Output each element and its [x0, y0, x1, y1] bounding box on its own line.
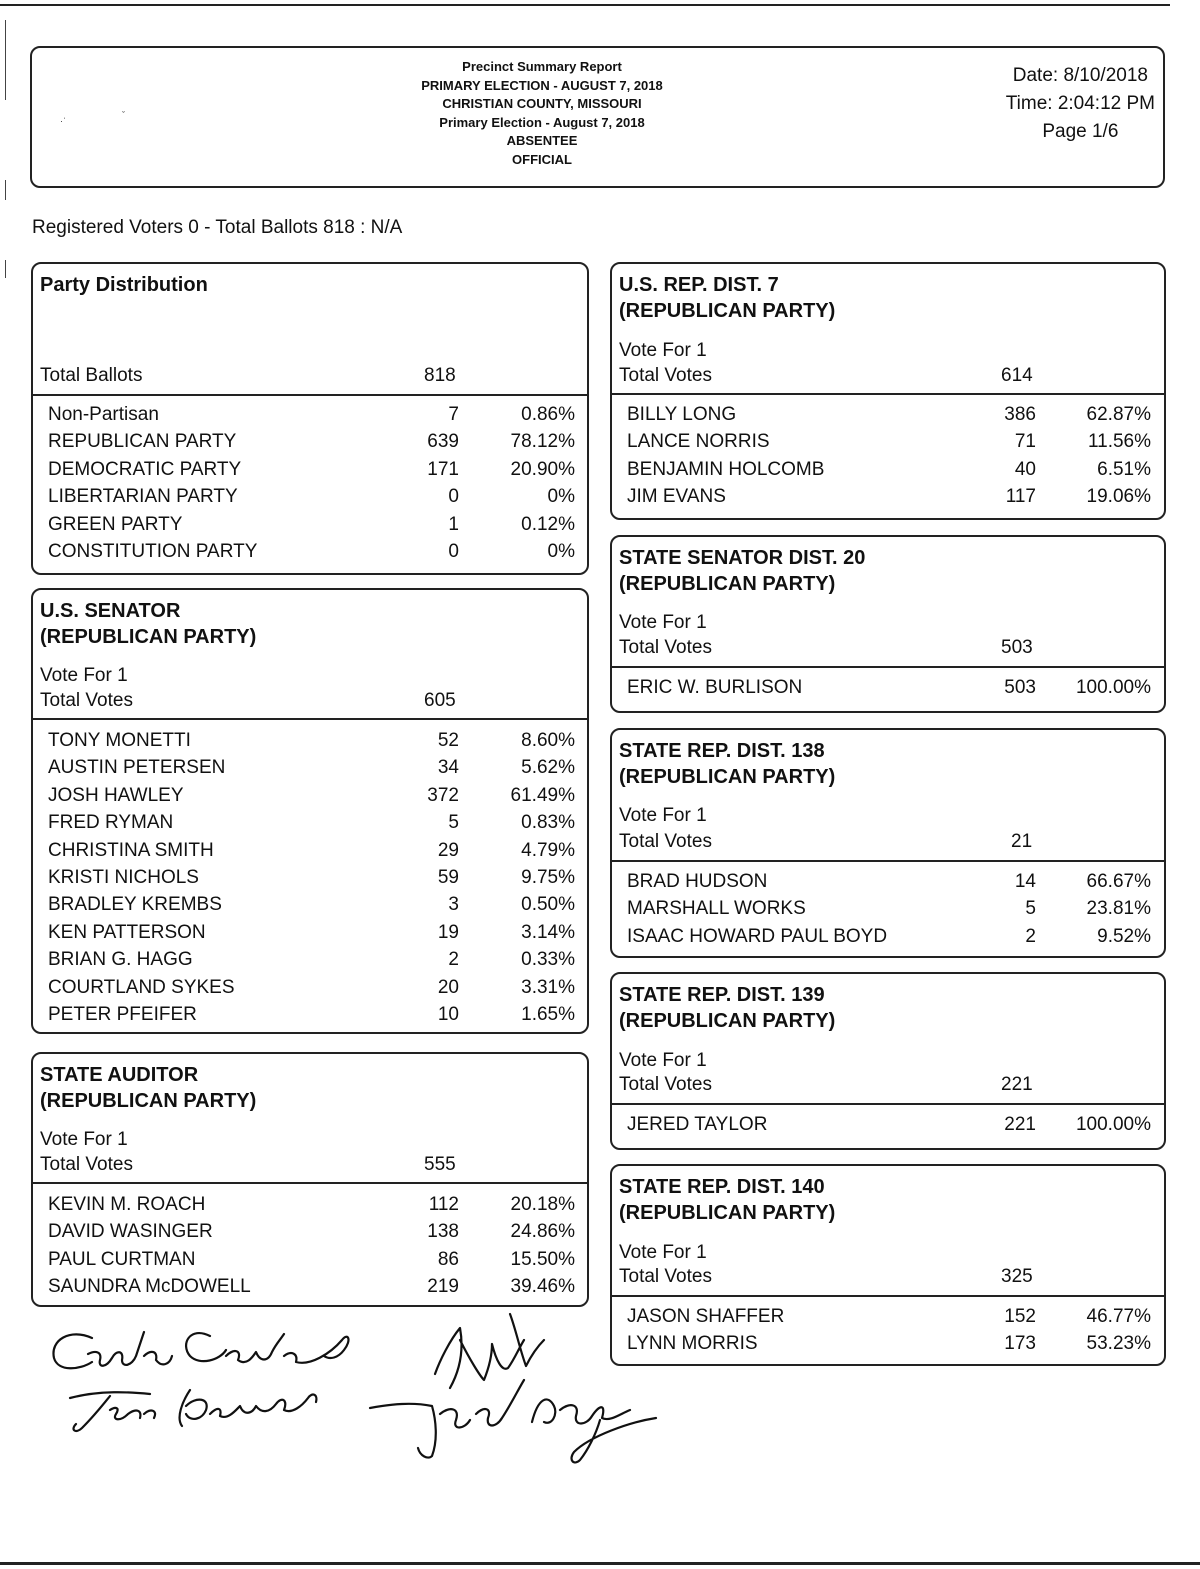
result-row: [612, 1303, 1164, 1330]
party-distribution-box: [31, 262, 589, 575]
vote-percent: 20.90%: [510, 458, 575, 480]
contest-party: (REPUBLICAN PARTY): [40, 1090, 257, 1112]
box-title: [619, 982, 835, 1034]
vote-percent: 53.23%: [1086, 1333, 1151, 1355]
candidate-name: KRISTI NICHOLS: [48, 866, 199, 888]
vote-count: 639: [427, 431, 459, 453]
vote-for-label: Vote For 1: [40, 1129, 128, 1150]
total-value: 818: [424, 365, 456, 386]
report-date: Date: 8/10/2018: [1012, 65, 1148, 86]
contest-party: (REPUBLICAN PARTY): [619, 300, 836, 322]
total-label: Total Votes: [40, 690, 133, 711]
vote-percent: 23.81%: [1086, 898, 1151, 920]
vote-count: 29: [437, 839, 459, 861]
vote-percent: 24.86%: [510, 1221, 575, 1243]
divider: [612, 666, 1164, 668]
total-votes-line: [619, 1072, 1164, 1097]
divider: [33, 1182, 587, 1184]
vote-count: 372: [427, 784, 459, 806]
box-title: [619, 1174, 835, 1226]
contest-name: U.S. REP. DIST. 7: [619, 274, 779, 296]
candidate-name: COURTLAND SYKES: [48, 976, 235, 998]
divider: [612, 860, 1164, 862]
result-row: [33, 891, 587, 918]
vote-count: 5: [448, 812, 459, 834]
state-rep-dist-139-box: [610, 972, 1166, 1150]
candidate-name: TONY MONETTI: [48, 730, 191, 751]
total-value: 503: [1001, 637, 1033, 658]
election-subtitle: Primary Election - August 7, 2018: [439, 114, 645, 130]
vote-percent: 1.65%: [521, 1003, 575, 1025]
vote-percent: 0%: [547, 540, 575, 562]
vote-percent: 0.12%: [521, 513, 575, 535]
result-row: [612, 483, 1164, 510]
result-row: [33, 401, 587, 428]
contest-party: (REPUBLICAN PARTY): [619, 766, 836, 788]
scan-edge: [5, 180, 6, 200]
candidate-name: Non-Partisan: [48, 404, 159, 425]
box-title: [619, 545, 865, 597]
candidate-name: JERED TAYLOR: [627, 1114, 768, 1135]
divider: [612, 393, 1164, 395]
vote-percent: 39.46%: [510, 1276, 575, 1298]
candidate-name: AUSTIN PETERSEN: [48, 757, 226, 779]
contest-name: STATE REP. DIST. 140: [619, 1176, 825, 1198]
candidate-name: KEVIN M. ROACH: [48, 1194, 206, 1215]
county-name: CHRISTIAN COUNTY, MISSOURI: [442, 96, 642, 111]
state-auditor-box: [31, 1052, 589, 1307]
vote-percent: 6.51%: [1097, 458, 1151, 480]
vote-percent: 5.62%: [521, 757, 575, 779]
candidate-name: CHRISTINA SMITH: [48, 839, 214, 861]
candidate-name: JOSH HAWLEY: [48, 784, 184, 806]
vote-percent: 78.12%: [510, 431, 575, 453]
candidate-name: JASON SHAFFER: [627, 1306, 785, 1327]
result-row: [612, 1330, 1164, 1357]
result-row: [612, 674, 1164, 701]
result-row: [612, 456, 1164, 483]
total-value: 614: [1001, 365, 1033, 386]
contest-party: (REPUBLICAN PARTY): [619, 1010, 836, 1032]
box-title: [619, 738, 835, 790]
vote-for-label: Vote For 1: [619, 805, 707, 826]
results-list: [33, 727, 587, 1028]
result-row: [33, 946, 587, 973]
box-title: [619, 272, 835, 324]
divider: [612, 1103, 1164, 1105]
vote-percent: 9.75%: [521, 866, 575, 888]
result-row: [33, 754, 587, 781]
vote-percent: 3.14%: [521, 921, 575, 943]
result-row: [33, 1191, 587, 1218]
vote-count: 59: [437, 866, 459, 888]
total-votes-line: [619, 635, 1164, 660]
vote-count: 138: [427, 1221, 459, 1243]
candidate-name: CONSTITUTION PARTY: [48, 540, 258, 562]
result-row: [33, 511, 587, 538]
signature-3: [370, 1314, 656, 1462]
results-list: [33, 401, 587, 565]
vote-for-label: Vote For 1: [619, 340, 707, 361]
candidate-name: PETER PFEIFER: [48, 1003, 197, 1025]
total-label: Total Votes: [619, 831, 712, 852]
results-list: [612, 868, 1164, 950]
vote-percent: 0.33%: [521, 949, 575, 971]
us-rep-dist-7-box: [610, 262, 1166, 520]
candidate-name: LIBERTARIAN PARTY: [48, 486, 238, 508]
state-rep-dist-140-box: [610, 1164, 1166, 1366]
vote-for-label: Vote For 1: [40, 665, 128, 686]
result-row: [612, 428, 1164, 455]
official-label: OFFICIAL: [512, 151, 572, 167]
page-number: Page 1/6: [1042, 121, 1119, 142]
result-row: [612, 868, 1164, 895]
total-ballots-line: [40, 363, 587, 388]
result-row: [33, 538, 587, 565]
vote-count: 34: [437, 757, 459, 779]
box-title: Party Distribution: [40, 274, 208, 296]
vote-count: 7: [448, 404, 459, 425]
vote-count: 52: [437, 730, 459, 751]
signature-2: [70, 1390, 316, 1431]
vote-for-label: Vote For 1: [619, 1050, 707, 1071]
total-value: 605: [424, 690, 456, 711]
result-row: [612, 401, 1164, 428]
vote-percent: 0.83%: [521, 812, 575, 834]
vote-count: 171: [427, 458, 459, 480]
report-title: Precinct Summary Report: [462, 59, 622, 74]
candidate-name: ERIC W. BURLISON: [627, 677, 803, 698]
candidate-name: BRAD HUDSON: [627, 871, 768, 892]
vote-count: 20: [437, 976, 459, 998]
vote-percent: 0.50%: [521, 894, 575, 916]
result-row: [33, 1218, 587, 1245]
total-votes-line: [619, 829, 1164, 854]
report-meta: [1006, 62, 1155, 146]
total-label: Total Votes: [619, 1266, 712, 1287]
candidate-name: SAUNDRA McDOWELL: [48, 1276, 251, 1298]
total-label: Total Votes: [40, 1154, 133, 1175]
ballot-type: ABSENTEE: [506, 133, 578, 148]
vote-count: 221: [1004, 1114, 1036, 1135]
contest-party: (REPUBLICAN PARTY): [619, 573, 836, 595]
total-votes-line: [40, 688, 587, 713]
contest-name: STATE REP. DIST. 139: [619, 984, 825, 1006]
result-row: [33, 919, 587, 946]
contest-name: STATE SENATOR DIST. 20: [619, 547, 866, 569]
vote-count: 219: [427, 1276, 459, 1298]
state-rep-dist-138-box: [610, 728, 1166, 958]
vote-percent: 3.31%: [521, 976, 575, 998]
vote-count: 14: [1014, 871, 1036, 892]
vote-count: 86: [437, 1248, 459, 1270]
vote-count: 10: [437, 1003, 459, 1025]
candidate-name: BRADLEY KREMBS: [48, 894, 222, 916]
total-label: Total Ballots: [40, 365, 143, 386]
vote-count: 2: [1025, 925, 1036, 947]
vote-percent: 8.60%: [521, 730, 575, 751]
total-label: Total Votes: [619, 365, 712, 386]
vote-percent: 20.18%: [510, 1194, 575, 1215]
box-title: [40, 598, 256, 650]
total-label: Total Votes: [619, 637, 712, 658]
vote-percent: 19.06%: [1086, 486, 1151, 508]
vote-for-label: Vote For 1: [619, 612, 707, 633]
candidate-name: DEMOCRATIC PARTY: [48, 458, 242, 480]
scan-speck: ˇ: [122, 110, 125, 120]
vote-count: 173: [1004, 1333, 1036, 1355]
vote-count: 152: [1004, 1306, 1036, 1327]
vote-count: 3: [448, 894, 459, 916]
vote-percent: 9.52%: [1097, 925, 1151, 947]
candidate-name: BILLY LONG: [627, 404, 737, 425]
contest-party: (REPUBLICAN PARTY): [619, 1202, 836, 1224]
vote-percent: 46.77%: [1086, 1306, 1151, 1327]
vote-count: 40: [1014, 458, 1036, 480]
signatures: [40, 1310, 680, 1490]
total-votes-line: [40, 1152, 587, 1177]
contest-name: U.S. SENATOR: [40, 600, 181, 622]
candidate-name: DAVID WASINGER: [48, 1221, 213, 1243]
us-senator-box: [31, 588, 589, 1034]
vote-count: 5: [1025, 898, 1036, 920]
candidate-name: BRIAN G. HAGG: [48, 949, 193, 971]
vote-count: 117: [1005, 486, 1036, 508]
result-row: [33, 456, 587, 483]
contest-name: STATE REP. DIST. 138: [619, 740, 825, 762]
scan-speck: ·ˈ: [60, 116, 66, 126]
vote-count: 112: [428, 1194, 459, 1215]
result-row: [33, 974, 587, 1001]
registered-voters-line: Registered Voters 0 - Total Ballots 818 : N/A: [32, 217, 403, 238]
vote-count: 19: [437, 921, 459, 943]
total-value: 325: [1001, 1266, 1033, 1287]
total-value: 21: [1011, 831, 1033, 852]
result-row: [33, 483, 587, 510]
state-senator-dist-20-box: [610, 535, 1166, 713]
candidate-name: KEN PATTERSON: [48, 921, 206, 943]
total-votes-line: [619, 363, 1164, 388]
candidate-name: LYNN MORRIS: [627, 1333, 758, 1355]
divider: [33, 394, 587, 396]
contest-party: (REPUBLICAN PARTY): [40, 626, 257, 648]
election-name: PRIMARY ELECTION - AUGUST 7, 2018: [421, 77, 663, 93]
result-row: [33, 837, 587, 864]
result-row: [33, 1273, 587, 1300]
vote-count: 2: [448, 949, 459, 971]
results-list: [612, 1111, 1164, 1138]
candidate-name: ISAAC HOWARD PAUL BOYD: [627, 925, 888, 947]
result-row: [33, 864, 587, 891]
vote-count: 71: [1014, 431, 1036, 453]
candidate-name: JIM EVANS: [627, 486, 726, 508]
report-time: Time: 2:04:12 PM: [1005, 93, 1155, 114]
vote-percent: 61.49%: [510, 784, 575, 806]
candidate-name: FRED RYMAN: [48, 812, 174, 834]
result-row: [612, 895, 1164, 922]
candidate-name: PAUL CURTMAN: [48, 1248, 196, 1270]
vote-count: 0: [448, 540, 459, 562]
divider: [33, 718, 587, 720]
vote-count: 386: [1004, 404, 1036, 425]
report-header: [30, 46, 1165, 188]
result-row: [33, 428, 587, 455]
report-title-block: [332, 58, 752, 169]
results-list: [612, 674, 1164, 701]
vote-percent: 100.00%: [1075, 1114, 1151, 1135]
results-list: [612, 401, 1164, 511]
vote-percent: 66.67%: [1086, 871, 1151, 892]
result-row: [612, 1111, 1164, 1138]
vote-percent: 62.87%: [1086, 404, 1151, 425]
bottom-rule: [0, 1562, 1200, 1565]
total-value: 555: [424, 1154, 456, 1175]
candidate-name: REPUBLICAN PARTY: [48, 431, 237, 453]
candidate-name: BENJAMIN HOLCOMB: [627, 458, 825, 480]
result-row: [33, 1001, 587, 1028]
result-row: [612, 923, 1164, 950]
candidate-name: MARSHALL WORKS: [627, 898, 806, 920]
vote-count: 503: [1004, 677, 1036, 698]
total-label: Total Votes: [619, 1074, 712, 1095]
total-votes-line: [619, 1264, 1164, 1289]
vote-percent: 15.50%: [510, 1248, 575, 1270]
vote-count: 1: [448, 513, 459, 535]
scan-edge: [5, 20, 6, 100]
contest-name: STATE AUDITOR: [40, 1064, 199, 1086]
results-list: [33, 1191, 587, 1301]
vote-percent: 0%: [547, 486, 575, 508]
box-title: [40, 1062, 256, 1114]
results-list: [612, 1303, 1164, 1358]
signature-1: [53, 1332, 348, 1368]
vote-percent: 0.86%: [521, 404, 575, 425]
candidate-name: GREEN PARTY: [48, 513, 183, 535]
total-value: 221: [1001, 1074, 1033, 1095]
result-row: [33, 727, 587, 754]
candidate-name: LANCE NORRIS: [627, 431, 770, 453]
top-rule: [0, 4, 1170, 6]
result-row: [33, 1246, 587, 1273]
vote-for-label: Vote For 1: [619, 1242, 707, 1263]
vote-percent: 100.00%: [1075, 677, 1151, 698]
vote-percent: 11.56%: [1087, 431, 1151, 453]
result-row: [33, 782, 587, 809]
scan-edge: [5, 260, 6, 278]
vote-count: 0: [448, 486, 459, 508]
result-row: [33, 809, 587, 836]
vote-percent: 4.79%: [521, 839, 575, 861]
divider: [612, 1295, 1164, 1297]
